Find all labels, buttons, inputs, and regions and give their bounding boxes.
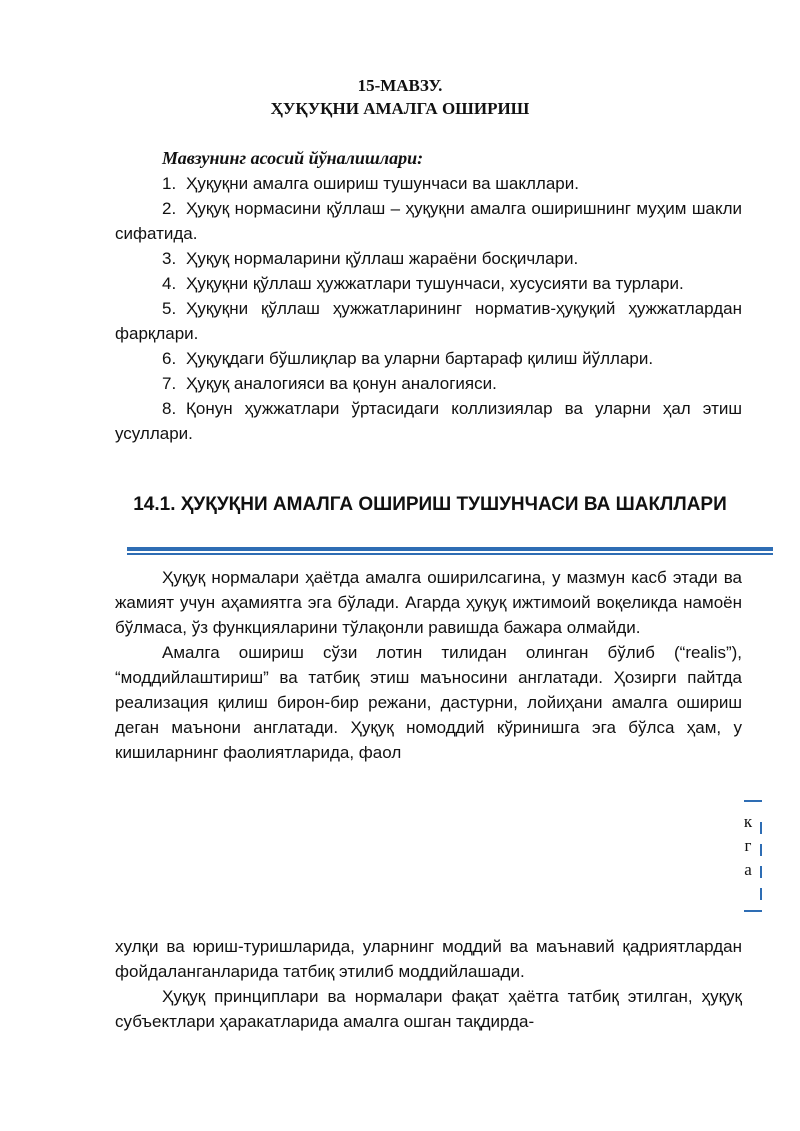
topic-item-number: 4. bbox=[162, 274, 177, 293]
topic-item-number: 7. bbox=[162, 374, 177, 393]
topic-item bbox=[115, 296, 742, 346]
body-paragraphs-bottom bbox=[115, 934, 742, 1034]
topic-item bbox=[115, 196, 742, 246]
topic-item-number: 1. bbox=[162, 174, 177, 193]
margin-note-dash bbox=[760, 866, 762, 878]
body-paragraph: хулқи ва юриш-туришларида, уларнинг моддий ва маънавий қадриятлардан фойдаланганларида татбиқ этилиб моддийлашади. bbox=[115, 937, 742, 981]
topic-item bbox=[115, 371, 742, 396]
topic-item-text: Ҳуқуқ нормасини қўллаш – ҳуқуқни амалга оширишнинг муҳим шакли сифатида. bbox=[115, 199, 742, 243]
topic-item-text: Ҳуқуқни қўллаш ҳужжатларининг норматив-ҳуқуқий ҳужжатлардан фарқлари. bbox=[115, 299, 742, 343]
topic-item-text: Ҳуқуқ аналогияси ва қонун аналогияси. bbox=[186, 374, 497, 393]
section-title: 14.1. ҲУҚУҚНИ АМАЛГА ОШИРИШ ТУШУНЧАСИ ВА ШАКЛЛАРИ bbox=[133, 494, 727, 515]
topic-number: 15-МАВЗУ. bbox=[357, 76, 443, 95]
topic-item-text: Қонун ҳужжатлари ўртасидаги коллизиялар ва уларни ҳал этиш усуллари. bbox=[115, 399, 742, 443]
margin-note-letter: а bbox=[744, 860, 752, 879]
topic-item bbox=[115, 396, 742, 446]
topic-item-text: Ҳуқуқни қўллаш ҳужжатлари тушунчаси, хусусияти ва турлари. bbox=[186, 274, 684, 293]
margin-note-bracket-bottom bbox=[744, 910, 762, 912]
margin-note-dash bbox=[760, 844, 762, 856]
section-divider-thick bbox=[127, 547, 773, 551]
topic-item-text: Ҳуқуқ нормаларини қўллаш жараёни босқичлари. bbox=[186, 249, 579, 268]
margin-note bbox=[736, 800, 766, 912]
margin-note-dash bbox=[760, 888, 762, 900]
topic-item-number: 3. bbox=[162, 249, 177, 268]
body-paragraphs-top bbox=[115, 565, 742, 765]
topic-item-number: 6. bbox=[162, 349, 177, 368]
margin-note-bracket-top bbox=[744, 800, 762, 802]
topics-list bbox=[115, 146, 742, 446]
topic-title: ҲУҚУҚНИ АМАЛГА ОШИРИШ bbox=[270, 99, 530, 118]
body-paragraph: Ҳуқуқ принциплари ва нормалари фақат ҳаётга татбиқ этилган, ҳуқуқ субъектлари ҳаракатларида амалга ошган тақдирда- bbox=[115, 987, 742, 1031]
topic-item bbox=[115, 271, 742, 296]
topic-item bbox=[115, 346, 742, 371]
topic-item-text: Ҳуқуқдаги бўшлиқлар ва уларни бартараф қилиш йўллари. bbox=[186, 349, 654, 368]
margin-note-letters bbox=[740, 810, 756, 882]
topic-item bbox=[115, 246, 742, 271]
topic-item-text: Ҳуқуқни амалга ошириш тушунчаси ва шакллари. bbox=[186, 174, 579, 193]
topic-item-number: 2. bbox=[162, 199, 177, 218]
topic-item-number: 8. bbox=[162, 399, 177, 418]
body-paragraph: Ҳуқуқ нормалари ҳаётда амалга оширилсагина, у мазмун касб этади ва жамият учун аҳамиятга эга бўлади. Агарда ҳуқуқ ижтимоий воқеликда намоён бўлмаса, ўз функцияларини тўлақонли равишда бажара олмайди. bbox=[115, 568, 742, 637]
margin-note-dash bbox=[760, 822, 762, 834]
margin-note-letter: к bbox=[743, 812, 753, 831]
topics-heading: Мавзунинг асосий йўналишлари: bbox=[162, 148, 424, 168]
topic-item-number: 5. bbox=[162, 299, 177, 318]
margin-note-letter: г bbox=[744, 836, 752, 855]
section-divider-thin bbox=[127, 553, 773, 555]
body-paragraph: Амалга ошириш сўзи лотин тилидан олинган бўлиб (“realis”), “моддийлаштириш” ва татбиқ этиш маъносини англатади. Ҳозирги пайтда реализация қилиш бирон-бир режани, дастурни, лойиҳани амалга ошириш деган маънони англатади. Ҳуқуқ номоддий кўринишга эга бўлса ҳам, у кишиларнинг фаолиятларида, фаол bbox=[115, 643, 742, 762]
topic-item bbox=[115, 171, 742, 196]
